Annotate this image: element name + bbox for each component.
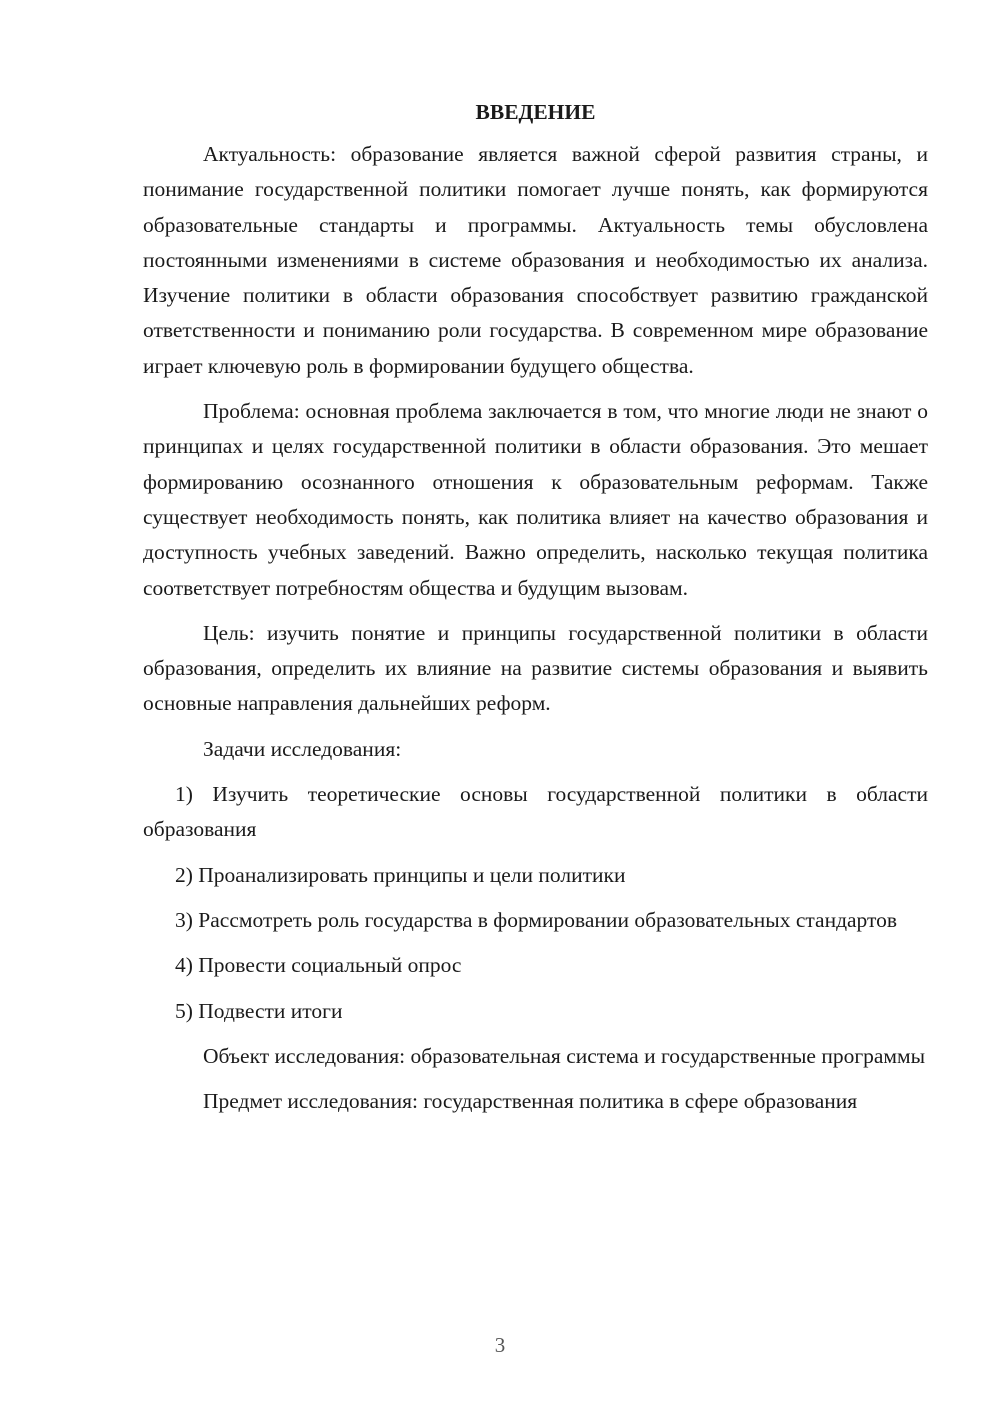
document-page xyxy=(143,96,928,1129)
object-paragraph: Объект исследования: образовательная система и государственные программы xyxy=(203,1043,926,1068)
page-number: 3 xyxy=(494,1333,506,1357)
task-item-2: 2) Проанализировать принципы и цели политики xyxy=(175,862,626,887)
relevance-paragraph: Актуальность: образование является важной сферой развития страны, и понимание государственной политики помогает лучше понять, как формируются образовательные стандарты и программы. Актуальность темы обусловлена постоянными изменениями в системе образования и необходимостью их анализа. Изучение политики в области образования способствует развитию гражданской ответственности и пониманию роли государства. В современном мире образование играет ключевую роль в формировании будущего общества. xyxy=(143,142,928,378)
problem-paragraph: Проблема: основная проблема заключается в том, что многие люди не знают о принципах и целях государственной политики в области образования. Это мешает формированию осознанного отношения к образовательным реформам. Также существует необходимость понять, как политика влияет на качество образования и доступность учебных заведений. Важно определить, насколько текущая политика соответствует потребностям общества и будущим вызовам. xyxy=(143,399,928,600)
task-item-1: 1) Изучить теоретические основы государственной политики в области образования xyxy=(143,782,928,842)
task-item-5: 5) Подвести итоги xyxy=(175,998,343,1023)
task-item-4: 4) Провести социальный опрос xyxy=(175,953,462,978)
task-item-3: 3) Рассмотреть роль государства в формировании образовательных стандартов xyxy=(175,907,898,932)
tasks-heading: Задачи исследования: xyxy=(203,736,402,761)
page-title: ВВЕДЕНИЕ xyxy=(475,100,596,124)
goal-paragraph: Цель: изучить понятие и принципы государственной политики в области образования, определить их влияние на развитие системы образования и выявить основные направления дальнейших реформ. xyxy=(143,620,928,716)
subject-paragraph: Предмет исследования: государственная политика в сфере образования xyxy=(203,1089,858,1114)
